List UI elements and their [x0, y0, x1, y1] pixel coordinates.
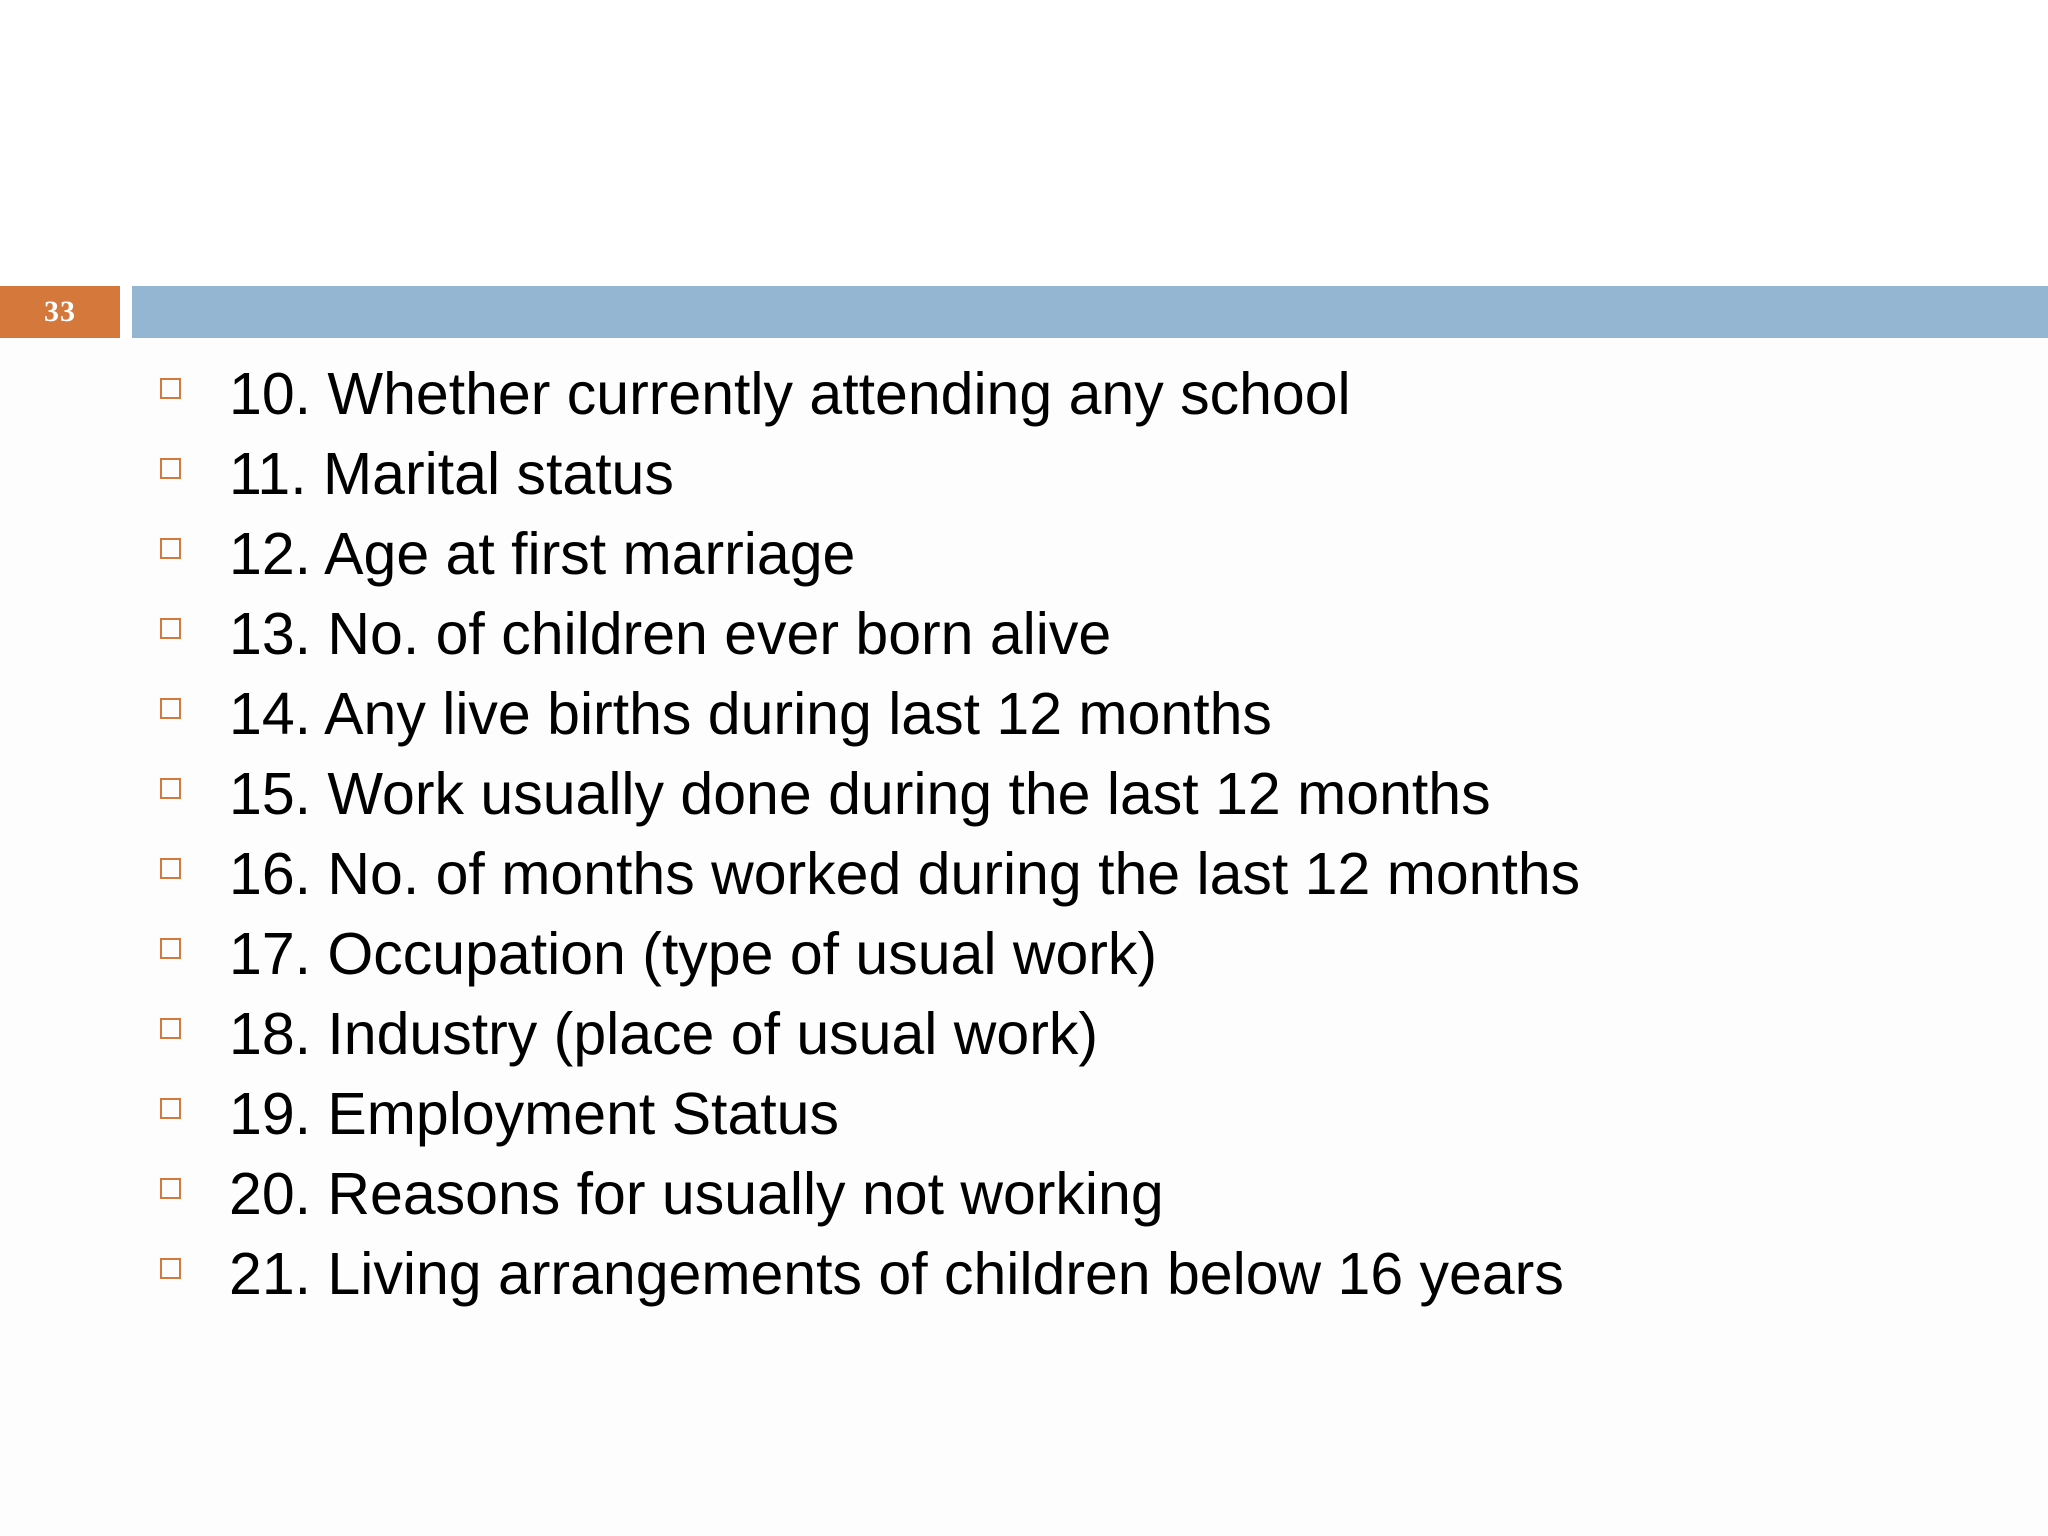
list-item-text: 16. No. of months worked during the last 12 months — [229, 841, 1581, 907]
list-item-text: 15. Work usually done during the last 12 months — [229, 761, 1491, 827]
square-bullet-icon — [160, 1018, 181, 1039]
slide-number: 33 — [0, 286, 120, 338]
square-bullet-icon — [160, 538, 181, 559]
list-item — [160, 674, 1580, 754]
list-item-text: 20. Reasons for usually not working — [229, 1161, 1164, 1227]
list-item-text: 12. Age at first marriage — [229, 521, 856, 587]
square-bullet-icon — [160, 1098, 181, 1119]
header-bar — [132, 286, 2048, 338]
square-bullet-icon — [160, 698, 181, 719]
square-bullet-icon — [160, 858, 181, 879]
list-item — [160, 354, 1580, 434]
list-item-text: 19. Employment Status — [229, 1081, 839, 1147]
list-item — [160, 1234, 1580, 1314]
list-item-text: 21. Living arrangements of children below 16 years — [229, 1241, 1564, 1307]
square-bullet-icon — [160, 378, 181, 399]
square-bullet-icon — [160, 458, 181, 479]
list-item — [160, 1154, 1580, 1234]
square-bullet-icon — [160, 1178, 181, 1199]
list-item-text: 17. Occupation (type of usual work) — [229, 921, 1158, 987]
list-item — [160, 1074, 1580, 1154]
square-bullet-icon — [160, 618, 181, 639]
square-bullet-icon — [160, 778, 181, 799]
bullet-list — [160, 354, 1580, 1314]
list-item-text: 13. No. of children ever born alive — [229, 601, 1112, 667]
square-bullet-icon — [160, 938, 181, 959]
list-item — [160, 834, 1580, 914]
list-item-text: 11. Marital status — [229, 441, 674, 507]
list-item-text: 10. Whether currently attending any school — [229, 361, 1351, 427]
list-item-text: 18. Industry (place of usual work) — [229, 1001, 1099, 1067]
list-item-text: 14. Any live births during last 12 months — [229, 681, 1272, 747]
list-item — [160, 594, 1580, 674]
list-item — [160, 754, 1580, 834]
list-item — [160, 994, 1580, 1074]
list-item — [160, 514, 1580, 594]
list-item — [160, 434, 1580, 514]
square-bullet-icon — [160, 1258, 181, 1279]
list-item — [160, 914, 1580, 994]
